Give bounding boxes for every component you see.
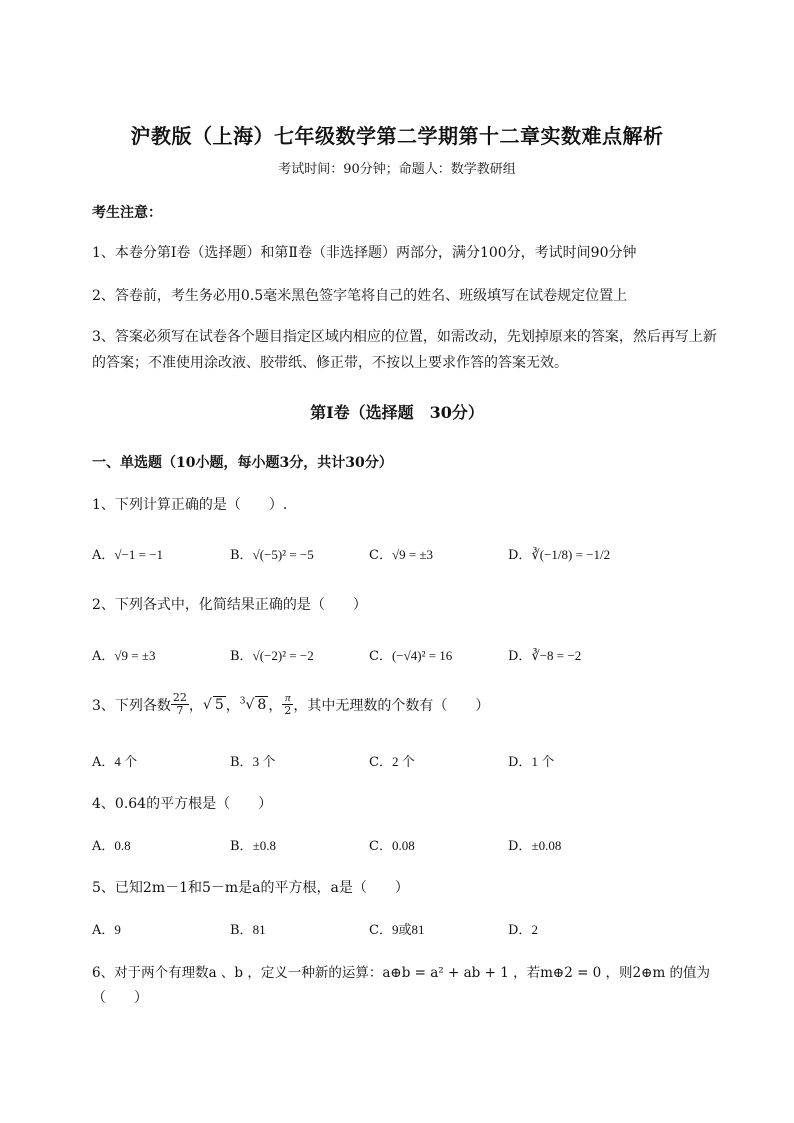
- question-4-option-a[interactable]: [92, 835, 131, 854]
- question-4-option-d[interactable]: [508, 835, 561, 854]
- option-math: 4 个: [114, 754, 138, 769]
- option-label: B．: [230, 548, 253, 563]
- question-3-stem-prefix: 3、下列各数: [92, 697, 171, 714]
- option-math: √−1 = −1: [114, 547, 164, 562]
- option-label: B．: [230, 839, 253, 854]
- question-5-stem: 5、已知2m－1和5－m是a的平方根，a是（ ）: [92, 880, 409, 896]
- question-5-option-d[interactable]: [508, 919, 538, 938]
- question-3-option-c[interactable]: [369, 751, 415, 770]
- page-title: 沪教版（上海）七年级数学第二学期第十二章实数难点解析: [130, 124, 664, 148]
- notice-item-2: 2、答卷前，考生务必用0.5毫米黑色签字笔将自己的姓名、班级填写在试卷规定位置上: [92, 288, 628, 304]
- option-label: C．: [369, 923, 392, 938]
- question-5-option-c[interactable]: [369, 919, 424, 938]
- question-4-option-b[interactable]: [230, 835, 276, 854]
- option-label: A．: [92, 548, 115, 563]
- option-math: 1 个: [531, 754, 555, 769]
- option-label: B．: [230, 755, 253, 770]
- option-math: (−√4)² = 16: [391, 648, 453, 663]
- question-1-option-b[interactable]: [230, 544, 314, 563]
- option-math: 9: [114, 922, 121, 937]
- question-2-stem: 2、下列各式中，化简结果正确的是（ ）: [92, 597, 367, 613]
- option-math: √9 = ±3: [391, 547, 434, 562]
- question-6-stem-cont: （ ）: [92, 990, 148, 1006]
- option-math: ∛−8 = −2: [531, 648, 582, 663]
- option-math: ∛(−1/8) = −1/2: [531, 547, 611, 562]
- notice-item-3: 3、答案必须写在试卷各个题目指定区域内相应的位置，如需改动，先划掉原来的答案，然后再写上新: [92, 329, 717, 345]
- option-math: 2: [531, 922, 538, 937]
- question-3-option-d[interactable]: [508, 751, 554, 770]
- question-2-option-a[interactable]: [92, 645, 156, 664]
- option-label: A．: [92, 755, 115, 770]
- question-5-option-a[interactable]: [92, 919, 121, 938]
- option-math: 3 个: [252, 754, 276, 769]
- option-math: 9或81: [391, 922, 425, 937]
- option-label: C．: [369, 649, 392, 664]
- option-label: B．: [230, 649, 253, 664]
- notice-item-1: 1、本卷分第I卷（选择题）和第Ⅱ卷（非选择题）两部分，满分100分，考试时间90分钟: [92, 245, 637, 261]
- option-label: D．: [508, 923, 532, 938]
- option-label: D．: [508, 755, 532, 770]
- option-math: 0.8: [114, 838, 131, 853]
- option-math: √(−2)² = −2: [252, 648, 314, 663]
- option-label: D．: [508, 649, 532, 664]
- question-2-option-c[interactable]: [369, 645, 452, 664]
- question-1-stem: 1、下列计算正确的是（ ）.: [92, 497, 288, 513]
- question-2-option-d[interactable]: [508, 645, 581, 664]
- option-label: A．: [92, 839, 115, 854]
- option-math: 2 个: [391, 754, 415, 769]
- question-4-option-c[interactable]: [369, 835, 415, 854]
- section-title: 第I卷（选择题 30分）: [310, 403, 484, 422]
- option-label: C．: [369, 548, 392, 563]
- question-6-stem: 6、对于两个有理数a 、b ，定义一种新的运算：a⊕b = a² + ab + 1 ，若m⊕2 = 0 ，则2⊕m 的值为: [92, 965, 711, 981]
- question-1-option-c[interactable]: [369, 544, 433, 563]
- option-label: A．: [92, 923, 115, 938]
- question-2-option-b[interactable]: [230, 645, 314, 664]
- option-label: D．: [508, 839, 532, 854]
- option-math: ±0.8: [252, 838, 276, 853]
- cbrt-8: $^3$√ 8: [239, 696, 267, 713]
- question-3-stem: 3、下列各数 $\frac{22}{7}$ ， √ 5 ， $^3$√ 8 ， $\frac{\pi}{2}$ ，其中无理数的个数有（ ）: [92, 691, 490, 717]
- question-3-option-b[interactable]: [230, 751, 275, 770]
- notice-item-3-cont: 的答案；不准使用涂改液、胶带纸、修正带，不按以上要求作答的答案无效。: [92, 355, 568, 371]
- option-label: B．: [230, 923, 253, 938]
- option-math: 81: [252, 922, 266, 937]
- question-1-option-a[interactable]: [92, 544, 163, 563]
- option-math: 0.08: [391, 838, 415, 853]
- question-4-stem: 4、0.64的平方根是（ ）: [92, 796, 273, 812]
- option-label: C．: [369, 755, 392, 770]
- sqrt-5: √ 5: [202, 697, 224, 713]
- fraction-22-7: $\frac{22}{7}$: [172, 691, 187, 717]
- notice-heading: 考生注意：: [92, 205, 162, 221]
- question-3-stem-suffix: ，其中无理数的个数有（ ）: [293, 697, 490, 714]
- option-label: D．: [508, 548, 532, 563]
- page-subtitle: 考试时间：90分钟；命题人：数学教研组: [278, 162, 516, 177]
- fraction-pi-2: $\frac{\pi}{2}$: [284, 692, 292, 717]
- question-5-option-b[interactable]: [230, 919, 266, 938]
- question-1-option-d[interactable]: [508, 544, 610, 563]
- question-3-option-a[interactable]: [92, 751, 137, 770]
- option-math: √(−5)² = −5: [252, 547, 314, 562]
- option-math: ±0.08: [531, 838, 562, 853]
- option-label: C．: [369, 839, 392, 854]
- part-heading: 一、单选题（10小题，每小题3分，共计30分）: [92, 455, 393, 471]
- option-label: A．: [92, 649, 115, 664]
- option-math: √9 = ±3: [114, 648, 156, 663]
